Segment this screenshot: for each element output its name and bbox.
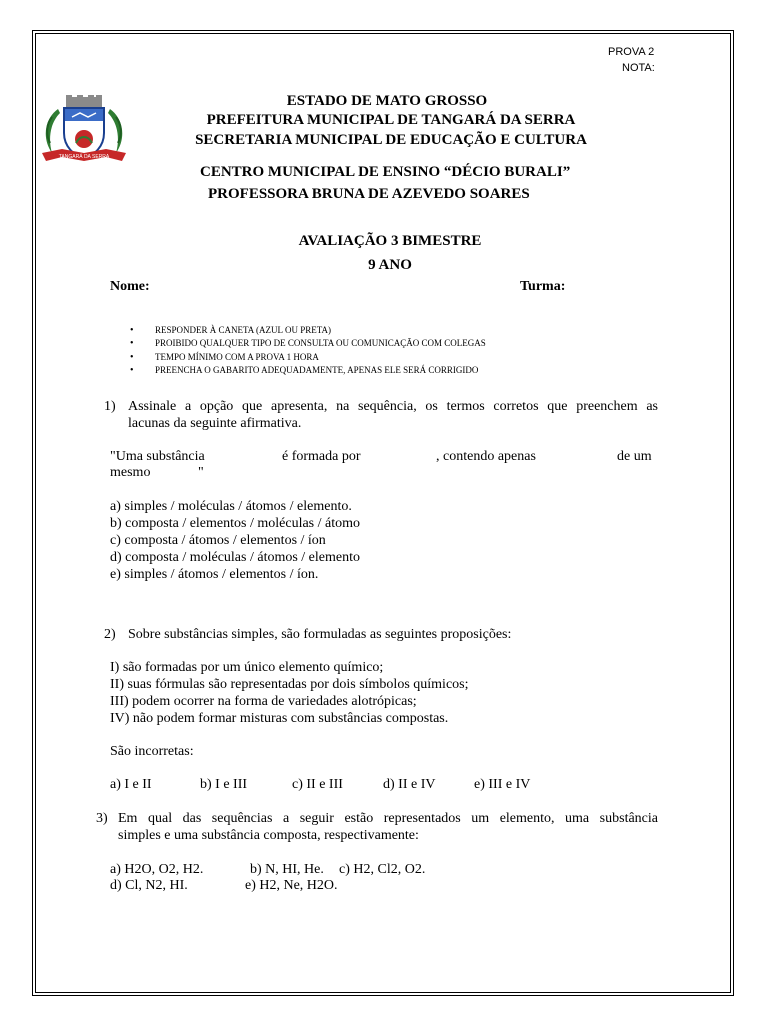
q1-quote-part4: de um <box>617 449 652 464</box>
q2-option-e: e) III e IV <box>474 777 531 792</box>
q1-quote-line2-start: mesmo <box>110 465 151 480</box>
q2-proposition-3: III) podem ocorrer na forma de variedades alotrópicas; <box>110 694 417 709</box>
q2-option-d: d) II e IV <box>383 777 436 792</box>
logo-ribbon-text: TANGARÁ DA SERRA <box>58 154 110 160</box>
q2-number: 2) <box>104 627 116 642</box>
header-city-hall: PREFEITURA MUNICIPAL DE TANGARÁ DA SERRA <box>206 112 576 128</box>
header-secretariat: SECRETARIA MUNICIPAL DE EDUCAÇÃO E CULTURA <box>195 132 587 148</box>
q1-statement-line2: lacunas da seguinte afirmativa. <box>128 416 302 431</box>
header-teacher: PROFESSORA BRUNA DE AZEVEDO SOARES <box>208 186 530 202</box>
q1-quote-part2: é formada por <box>282 449 361 464</box>
exam-number: PROVA 2 <box>608 46 655 58</box>
q1-quote-part1: "Uma substância <box>110 449 205 464</box>
rule-item: • TEMPO MÍNIMO COM A PROVA 1 HORA <box>130 351 486 364</box>
q3-option-e: e) H2, Ne, H2O. <box>245 878 338 893</box>
rule-item: • RESPONDER À CANETA (AZUL OU PRETA) <box>130 324 486 337</box>
q2-proposition-4: IV) não podem formar misturas com substâncias compostas. <box>110 711 449 726</box>
header-school: CENTRO MUNICIPAL DE ENSINO “DÉCIO BURALI” <box>200 164 571 180</box>
q1-quote-part3: , contendo apenas <box>436 449 536 464</box>
q1-statement-line1: Assinale a opção que apresenta, na sequência, os termos corretos que preenchem as <box>128 399 658 414</box>
header-state: ESTADO DE MATO GROSSO <box>286 93 488 109</box>
q3-option-c: c) H2, Cl2, O2. <box>339 862 426 877</box>
grade-label: NOTA: <box>622 62 655 74</box>
q3-option-d: d) Cl, N2, HI. <box>110 878 188 893</box>
q2-proposition-2: II) suas fórmulas são representadas por dois símbolos químicos; <box>110 677 469 692</box>
q3-statement-line1: Em qual das sequências a seguir estão representados um elemento, uma substância <box>118 811 658 826</box>
q2-prompt: São incorretas: <box>110 744 194 759</box>
q1-option-a: a) simples / moléculas / átomos / elemento. <box>110 499 352 514</box>
q1-option-d: d) composta / moléculas / átomos / elemento <box>110 550 360 565</box>
q2-option-a: a) I e II <box>110 777 152 792</box>
exam-grade: 9 ANO <box>368 257 412 273</box>
q2-statement: Sobre substâncias simples, são formuladas as seguintes proposições: <box>128 627 512 642</box>
q1-quote-line2-end: " <box>198 465 204 480</box>
q2-proposition-1: I) são formadas por um único elemento químico; <box>110 660 384 675</box>
q3-number: 3) <box>96 811 108 826</box>
q1-option-b: b) composta / elementos / moléculas / átomo <box>110 516 360 531</box>
exam-rules-list <box>130 324 486 377</box>
class-label: Turma: <box>520 279 566 294</box>
q3-statement-line2: simples e uma substância composta, respectivamente: <box>118 828 419 843</box>
rule-item: • PROIBIDO QUALQUER TIPO DE CONSULTA OU COMUNICAÇÃO COM COLEGAS <box>130 337 486 350</box>
q2-option-c: c) II e III <box>292 777 343 792</box>
exam-title: AVALIAÇÃO 3 BIMESTRE <box>298 233 482 249</box>
rule-item: • PREENCHA O GABARITO ADEQUADAMENTE, APENAS ELE SERÁ CORRIGIDO <box>130 364 486 377</box>
q1-number: 1) <box>104 399 116 414</box>
q1-option-c: c) composta / átomos / elementos / íon <box>110 533 326 548</box>
q3-option-a: a) H2O, O2, H2. <box>110 862 204 877</box>
q1-option-e: e) simples / átomos / elementos / íon. <box>110 567 319 582</box>
q2-option-b: b) I e III <box>200 777 248 792</box>
student-name-label: Nome: <box>110 279 150 294</box>
q3-option-b: b) N, HI, He. <box>250 862 324 877</box>
